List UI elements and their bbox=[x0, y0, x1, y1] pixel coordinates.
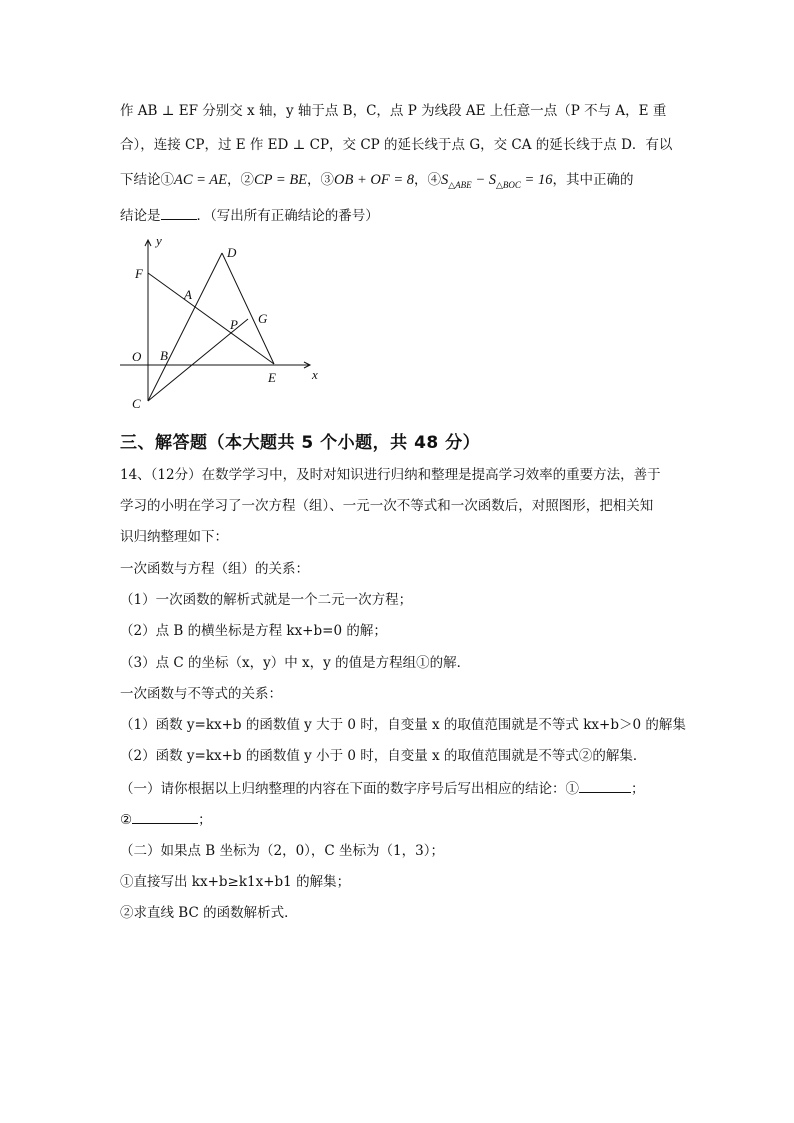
label-y: y bbox=[156, 233, 162, 248]
area-subscript-2: △BOC bbox=[495, 179, 521, 190]
conclusion-4 bbox=[441, 172, 552, 188]
problem13-line1-text: 作 AB ⊥ EF 分别交 x 轴，y 轴于点 B，C，点 P 为线段 AE 上任意一点（P 不与 A，E 重 bbox=[120, 103, 667, 119]
answer-blank-1[interactable] bbox=[579, 778, 631, 793]
conclusion-2: CP = BE bbox=[254, 172, 308, 188]
p14-question2b: ②求直线 BC 的函数解析式． bbox=[120, 905, 298, 921]
label-e: E bbox=[268, 370, 276, 385]
label-d: D bbox=[227, 245, 237, 260]
label-b: B bbox=[160, 348, 168, 363]
label-a: A bbox=[184, 287, 192, 302]
question1-text: （一）请你根据以上归纳整理的内容在下面的数字序号后写出相应的结论：① bbox=[120, 781, 579, 797]
p14-item3: （3）点 C 的坐标（x，y）中 x，y 的值是方程组①的解． bbox=[120, 655, 471, 671]
answer-blank[interactable] bbox=[161, 205, 197, 220]
problem13-line1 bbox=[120, 101, 666, 121]
p14-item1: （1）一次函数的解析式就是一个二元一次方程； bbox=[120, 592, 413, 608]
area-symbol-1: S bbox=[441, 172, 449, 188]
question1b-label: ② bbox=[120, 812, 133, 828]
sep-3: ，③ bbox=[307, 172, 335, 188]
problem13-line4 bbox=[120, 205, 379, 226]
p14-item5: （2）函数 y=kx+b 的函数值 y 小于 0 时，自变量 x 的取值范围就是不等式②的解集． bbox=[120, 748, 647, 764]
p14-heading1: 一次函数与方程（组）的关系： bbox=[120, 561, 309, 577]
problem13-line2 bbox=[120, 135, 672, 155]
label-c: C bbox=[132, 396, 141, 411]
p14-question1b bbox=[120, 809, 212, 830]
sep-4: ，④ bbox=[414, 172, 442, 188]
p14-item2: （2）点 B 的横坐标是方程 kx+b=0 的解； bbox=[120, 623, 387, 639]
answer-prefix: 结论是 bbox=[120, 208, 161, 224]
p14-intro1: 14、（12分）在数学学习中，及时对知识进行归纳和整理是提高学习效率的重要方法，善于 bbox=[120, 467, 661, 483]
area-symbol-2: S bbox=[488, 172, 496, 188]
label-o: O bbox=[132, 349, 142, 364]
section-title: 三、解答题（本大题共 5 个小题，共 48 分） bbox=[120, 433, 481, 453]
question1-end: ； bbox=[631, 781, 645, 797]
label-f: F bbox=[135, 266, 143, 281]
geometry-diagram bbox=[118, 233, 328, 413]
p14-question1 bbox=[120, 778, 645, 799]
label-g: G bbox=[258, 311, 268, 326]
p14-item4: （1）函数 y=kx+b 的函数值 y 大于 0 时，自变量 x 的取值范围就是不等式 kx+b＞0 的解集 bbox=[120, 717, 686, 733]
sep-2: ，② bbox=[227, 172, 255, 188]
conclusion-3: OB + OF = 8 bbox=[334, 172, 415, 188]
p14-intro2: 学习的小明在学习了一次方程（组）、一元一次不等式和一次函数后，对照图形，把相关知 bbox=[120, 498, 654, 514]
problem13-line3 bbox=[120, 170, 633, 195]
conclusions-suffix: ，其中正确的 bbox=[552, 172, 634, 188]
conclusions-prefix: 下结论① bbox=[120, 172, 174, 188]
answer-blank-2[interactable] bbox=[132, 809, 198, 824]
p14-question2: （二）如果点 B 坐标为（2，0），C 坐标为（1，3）； bbox=[120, 843, 444, 859]
problem13-line2-text: 合），连接 CP，过 E 作 ED ⊥ CP，交 CP 的延长线于点 G，交 CA 的延长线于点 D．有以 bbox=[120, 137, 673, 153]
conclusion-1: AC = AE bbox=[174, 172, 228, 188]
answer-suffix: ．（写出所有正确结论的番号） bbox=[196, 208, 379, 224]
area-subscript-1: △ABE bbox=[448, 179, 472, 190]
label-x: x bbox=[312, 367, 318, 382]
p14-intro3: 识归纳整理如下： bbox=[120, 529, 228, 545]
p14-question2a: ①直接写出 kx+b≥k1x+b1 的解集； bbox=[120, 874, 351, 890]
question1b-end: ； bbox=[198, 812, 212, 828]
p14-heading2: 一次函数与不等式的关系： bbox=[120, 686, 282, 702]
segment-cd bbox=[148, 253, 222, 401]
equals-16: = 16 bbox=[520, 172, 553, 188]
label-p: P bbox=[230, 317, 238, 332]
segment-de bbox=[222, 253, 274, 364]
minus-sign: − bbox=[471, 172, 489, 188]
